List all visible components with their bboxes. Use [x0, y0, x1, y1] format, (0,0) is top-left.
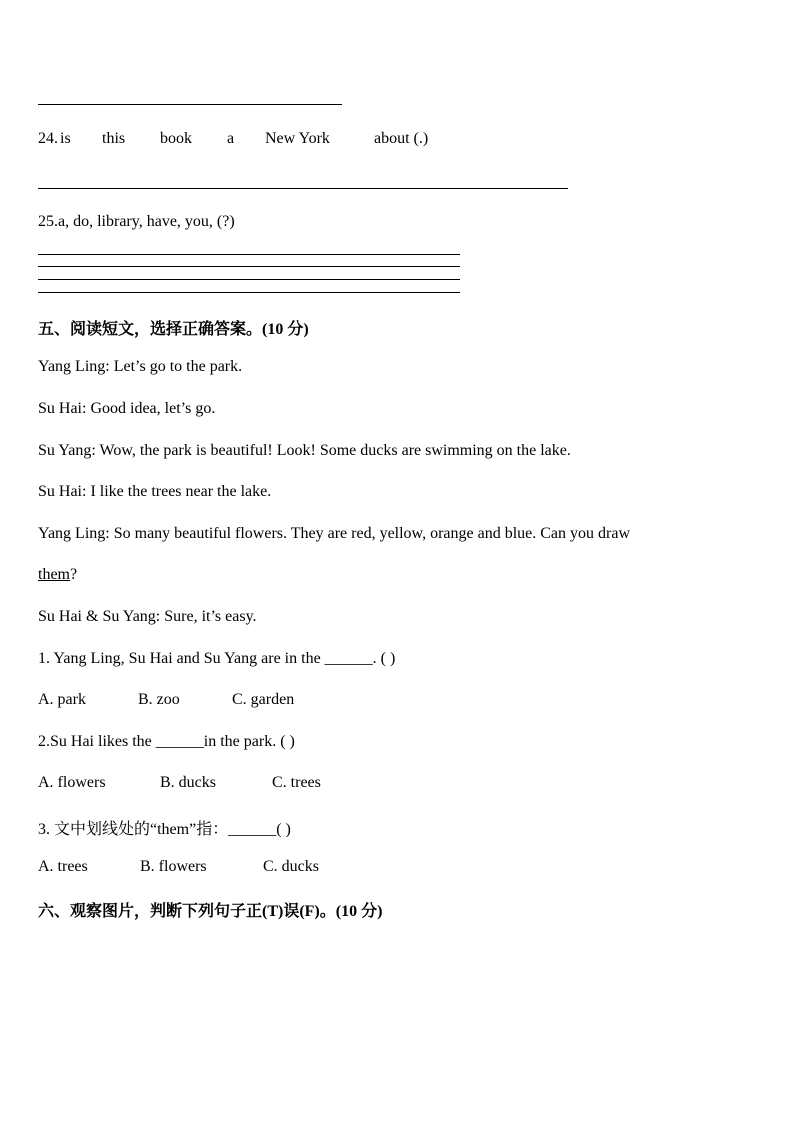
dialogue-line	[38, 358, 242, 376]
option-a: A. flowers	[38, 774, 106, 791]
answer-line-23	[38, 104, 342, 105]
speaker: Su Hai & Su Yang:	[38, 608, 161, 625]
q24-word: this	[102, 130, 126, 147]
q24-word: a	[227, 130, 235, 147]
answer-line-25	[38, 292, 460, 293]
section-6-heading: 六、观察图片，判断下列句子正(T)误(F)。(10 分)	[38, 903, 383, 920]
speaker: Su Hai:	[38, 483, 87, 500]
utterance: I like the trees near the lake.	[90, 483, 272, 500]
q24-word: book	[160, 130, 192, 147]
dialogue-line	[38, 566, 77, 584]
speaker: Su Yang:	[38, 442, 96, 459]
speaker: Yang Ling:	[38, 525, 110, 542]
q24-word: New York	[265, 130, 330, 147]
answer-line-24	[38, 188, 568, 189]
utterance: Sure, it’s easy.	[164, 608, 257, 625]
option-c: C. trees	[272, 774, 321, 791]
utterance: Let’s go to the park.	[113, 358, 243, 375]
dialogue-line	[38, 442, 571, 460]
dialogue-line	[38, 400, 215, 418]
dialogue-line	[38, 483, 271, 501]
question-25: 25.a, do, library, have, you, (?)	[38, 213, 235, 230]
question-stem: 3. 文中划线处的“them”指：______( )	[38, 821, 291, 838]
utterance: Wow, the park is beautiful! Look! Some ducks are swimming on the lake.	[99, 442, 571, 459]
question-stem: 2.Su Hai likes the ______in the park. ( )	[38, 733, 295, 750]
option-b: B. flowers	[140, 858, 207, 875]
answer-line-25	[38, 266, 460, 267]
option-b: B. ducks	[160, 774, 216, 791]
question-stem: 1. Yang Ling, Su Hai and Su Yang are in the ______. ( )	[38, 650, 396, 667]
utterance: So many beautiful flowers. They are red, yellow, orange and blue. Can you draw	[113, 525, 631, 542]
option-a: A. trees	[38, 858, 88, 875]
q24-word: is	[60, 130, 71, 147]
option-c: C. garden	[232, 691, 295, 708]
utterance: ?	[70, 566, 78, 583]
q24-word: about (.)	[374, 130, 429, 147]
option-a: A. park	[38, 691, 86, 708]
answer-line-25	[38, 279, 460, 280]
speaker: Yang Ling:	[38, 358, 110, 375]
dialogue-line	[38, 525, 630, 543]
utterance: Good idea, let’s go.	[90, 400, 216, 417]
underlined-word-them: them	[38, 566, 70, 583]
answer-line-25	[38, 254, 460, 255]
option-b: B. zoo	[138, 691, 180, 708]
q24-number: 24.	[38, 130, 58, 147]
option-c: C. ducks	[263, 858, 319, 875]
dialogue-line	[38, 608, 257, 626]
speaker: Su Hai:	[38, 400, 87, 417]
section-5-heading: 五、阅读短文，选择正确答案。(10 分)	[38, 321, 309, 338]
